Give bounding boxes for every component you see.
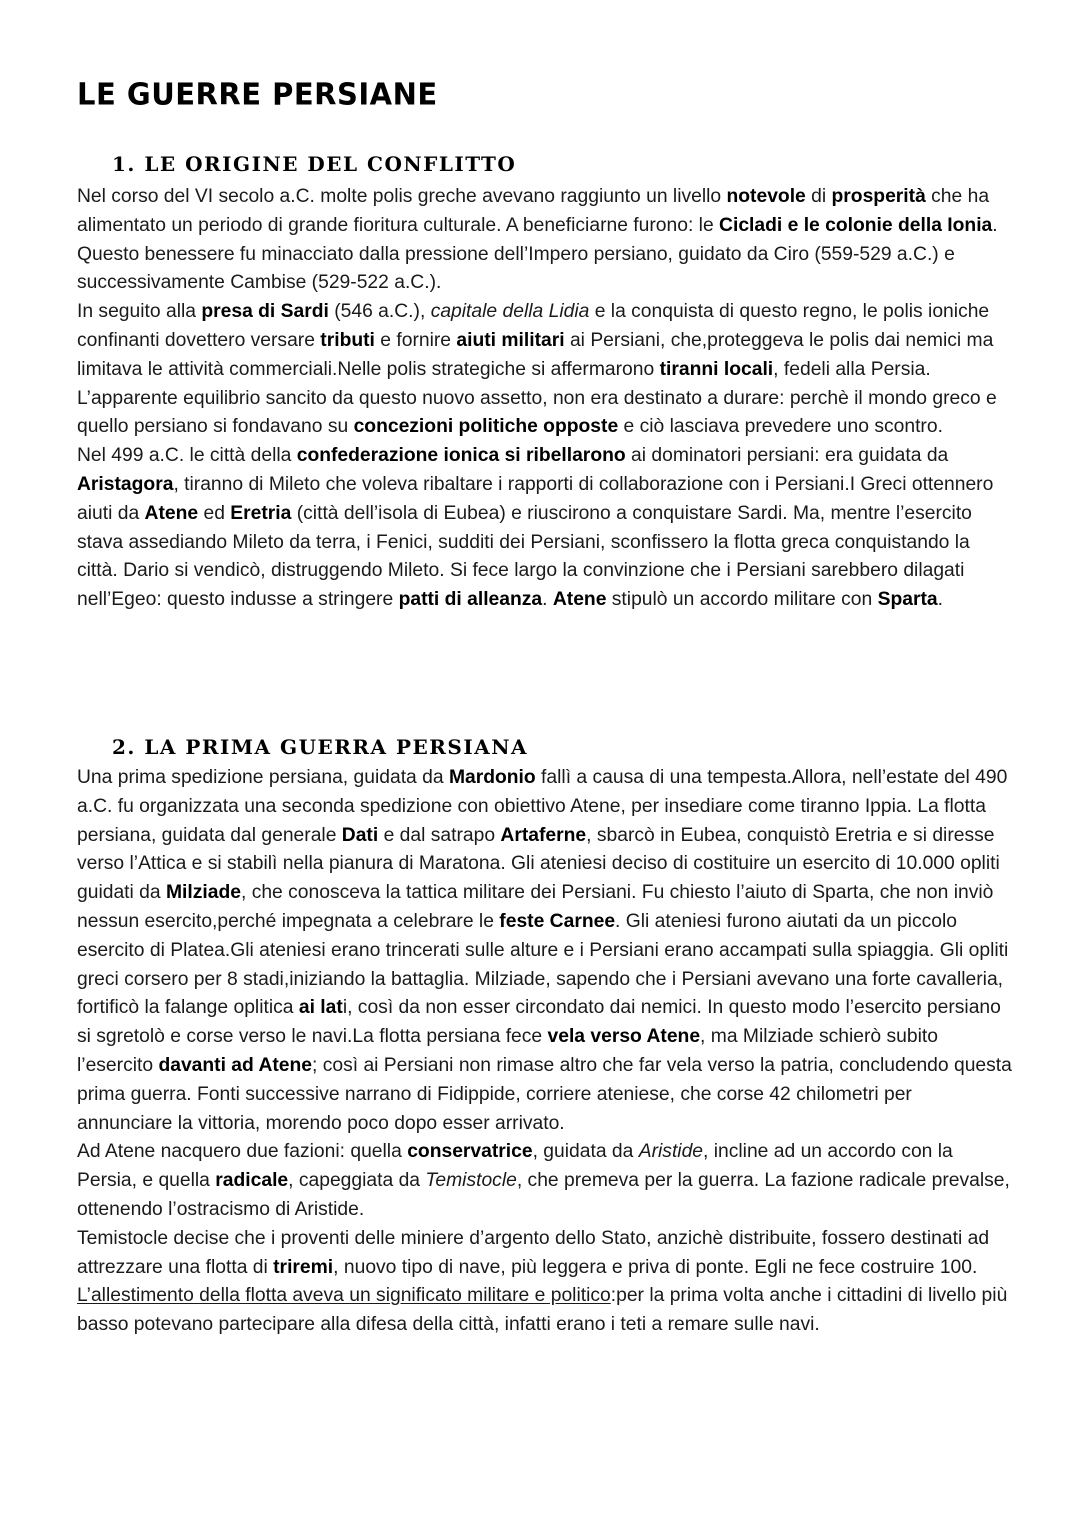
- text-run: , incline ad un accordo con la Persia, e quella: [77, 1141, 953, 1192]
- text-run: e dal satrapo: [378, 824, 501, 846]
- section-body-first-war: [77, 764, 1012, 1340]
- bold-text: tributi: [320, 329, 375, 351]
- text-run: .: [542, 589, 553, 611]
- paragraph: [77, 183, 1012, 298]
- bold-text: feste Carnee: [499, 910, 616, 932]
- section-body-origins: [77, 183, 1012, 615]
- text-run: e ciò lasciava prevedere uno scontro.: [618, 416, 943, 438]
- bold-text: prosperità: [831, 186, 926, 207]
- text-run: :per la prima volta anche i cittadini di livello più basso potevano partecipare alla difesa della città, infatti erano i teti a remare sulle navi.: [77, 1285, 1008, 1336]
- bold-text: Sparta: [877, 589, 938, 611]
- text-run: Nel corso del VI secolo a.C. molte polis greche avevano raggiunto un livello: [77, 186, 727, 207]
- italic-text: Temistocle: [425, 1170, 517, 1192]
- bold-text: Milziade: [165, 882, 241, 904]
- bold-text: Mardonio: [448, 767, 536, 788]
- paragraph: [77, 298, 1012, 384]
- bold-text: Aristagora: [77, 473, 174, 495]
- bold-text: presa di Sardi: [201, 301, 329, 323]
- bold-text: aiuti militari: [456, 329, 565, 351]
- bold-text: confederazione ionica si ribellarono: [296, 445, 626, 467]
- text-run: stipulò un accordo militare con: [606, 589, 878, 611]
- text-run: fallì a causa di una tempesta.Allora, nell’estate del 490 a.C. fu organizzata una seconda spedizione con obiettivo Atene, per insediare come tiranno Ippia. La flotta persiana, guidata dal generale: [77, 767, 1008, 846]
- text-run: .: [937, 589, 943, 611]
- bold-text: vela verso Atene: [547, 1026, 701, 1048]
- bold-text: concezioni politiche opposte: [353, 416, 619, 438]
- bold-text: Eretria: [230, 502, 292, 524]
- bold-text: patti di alleanza: [398, 589, 543, 611]
- text-run: di: [805, 186, 832, 207]
- paragraph: [77, 1225, 1012, 1340]
- text-run: ai Persiani, che,proteggeva le polis dai nemici ma limitava le attività commerciali.Nelle polis strategiche si affermarono: [77, 329, 994, 380]
- paragraph: [77, 1138, 1012, 1224]
- text-run: L’apparente equilibrio sancito da questo nuovo assetto, non era destinato a durare: perchè il mondo greco e quello persiano si fondavano su: [77, 387, 997, 438]
- bold-text: ai lat: [298, 997, 343, 1019]
- text-run: , guidata da: [532, 1141, 639, 1163]
- bold-text: Atene: [144, 502, 199, 524]
- text-run: , che premeva per la guerra. La fazione radicale prevalse, ottenendo l’ostracismo di Aristide.: [77, 1170, 1010, 1220]
- text-run: , ma Milziade schierò subito l’esercito: [77, 1026, 938, 1076]
- text-run: In seguito alla: [77, 301, 202, 323]
- text-run: , tiranno di Mileto che voleva ribaltare i rapporti di collaborazione con i Persiani.I Greci ottennero aiuti da: [77, 473, 994, 524]
- section-heading-origins: 1. LE ORIGINE DEL CONFLITTO: [112, 152, 517, 176]
- text-run: (città dell’isola di Eubea) e riuscirono a conquistare Sardi. Ma, mentre l’esercito stava assediando Mileto da terra, i Fenici, sudditi dei Persiani, sconfissero la flotta greca conquistando la città. Dario si vendicò, distruggendo Mileto. Si fece largo la convinzione che i Persiani sarebbero dilagati nell’Egeo: questo indusse a stringere: [77, 502, 972, 611]
- section-heading-first-war: 2. LA PRIMA GUERRA PERSIANA: [112, 735, 529, 759]
- text-run: i, così da non esser circondato dai nemici. In questo modo l’esercito persiano si sgretolò e corse verso le navi.La flotta persiana fece: [77, 997, 1001, 1048]
- text-run: ai dominatori persiani: era guidata da: [625, 445, 949, 467]
- text-run: Ad Atene nacquero due fazioni: quella: [77, 1141, 408, 1163]
- text-run: ; così ai Persiani non rimase altro che far vela verso la patria, concludendo questa prima guerra. Fonti successive narrano di Fidippide, corriere ateniese, che corse 42 chilometri per annunciare la vittoria, morendo poco dopo esser arrivato.: [77, 1054, 1012, 1134]
- text-run: Temistocle decise che i proventi delle miniere d’argento dello Stato, anzichè distribuite, fossero destinati ad attrezzare una flotta di: [77, 1227, 990, 1278]
- text-run: e fornire: [374, 329, 457, 351]
- text-run: (546 a.C.),: [328, 301, 431, 323]
- text-run: , nuovo tipo di nave, più leggera e priva di ponte. Egli ne fece costruire 100.: [333, 1256, 978, 1278]
- text-run: . Gli ateniesi furono aiutati da un piccolo esercito di Platea.Gli ateniesi erano trincerati sulle alture e i Persiani erano accampati sulla spiaggia. Gli opliti greci corsero per 8 stadi,iniziando la battaglia. Milziade, sapendo che i Persiani avevano una forte cavalleria, fortificò la falange oplitica: [77, 910, 1009, 1019]
- bold-text: notevole: [726, 186, 806, 207]
- text-run: , fedeli alla Persia.: [773, 358, 931, 380]
- paragraph: [77, 442, 1012, 615]
- text-run: Nel 499 a.C. le città della: [77, 445, 297, 467]
- bold-text: Artaferne: [500, 824, 587, 846]
- paragraph: [77, 764, 1012, 1138]
- document-title: LE GUERRE PERSIANE: [77, 76, 438, 112]
- text-run: Una prima spedizione persiana, guidata da: [77, 767, 449, 788]
- bold-text: triremi: [273, 1256, 334, 1278]
- text-run: ed: [198, 502, 231, 524]
- bold-text: Atene: [552, 589, 607, 611]
- bold-text: davanti ad Atene: [158, 1054, 313, 1076]
- bold-text: Cicladi e le colonie della Ionia: [719, 214, 993, 236]
- italic-text: Aristide: [638, 1141, 704, 1163]
- bold-text: conservatrice: [407, 1141, 533, 1163]
- bold-text: tiranni locali: [659, 358, 774, 380]
- bold-text: Dati: [341, 824, 379, 846]
- underlined-text: L’allestimento della flotta aveva un significato militare e politico: [77, 1285, 611, 1307]
- text-run: , capeggiata da: [288, 1170, 426, 1192]
- text-run: , che conosceva la tattica militare dei Persiani. Fu chiesto l’aiuto di Sparta, che non inviò nessun esercito,perché impegnata a celebrare le: [77, 882, 994, 932]
- text-run: e la conquista di questo regno, le polis ioniche confinanti dovettero versare: [77, 301, 990, 351]
- bold-text: radicale: [215, 1170, 289, 1192]
- text-run: che ha alimentato un periodo di grande fioritura culturale. A beneficiarne furono: le: [77, 186, 990, 236]
- text-run: , sbarcò in Eubea, conquistò Eretria e si diresse verso l’Attica e si stabilì nella pianura di Maratona. Gli ateniesi deciso di costituire un esercito di 10.000 opliti guidati da: [77, 824, 1000, 904]
- text-run: . Questo benessere fu minacciato dalla pressione dell’Impero persiano, guidato da Ciro (559-529 a.C.) e successivamente Cambise (529-522 a.C.).: [77, 214, 998, 294]
- italic-text: capitale della Lidia: [430, 301, 590, 323]
- paragraph: [77, 385, 1012, 443]
